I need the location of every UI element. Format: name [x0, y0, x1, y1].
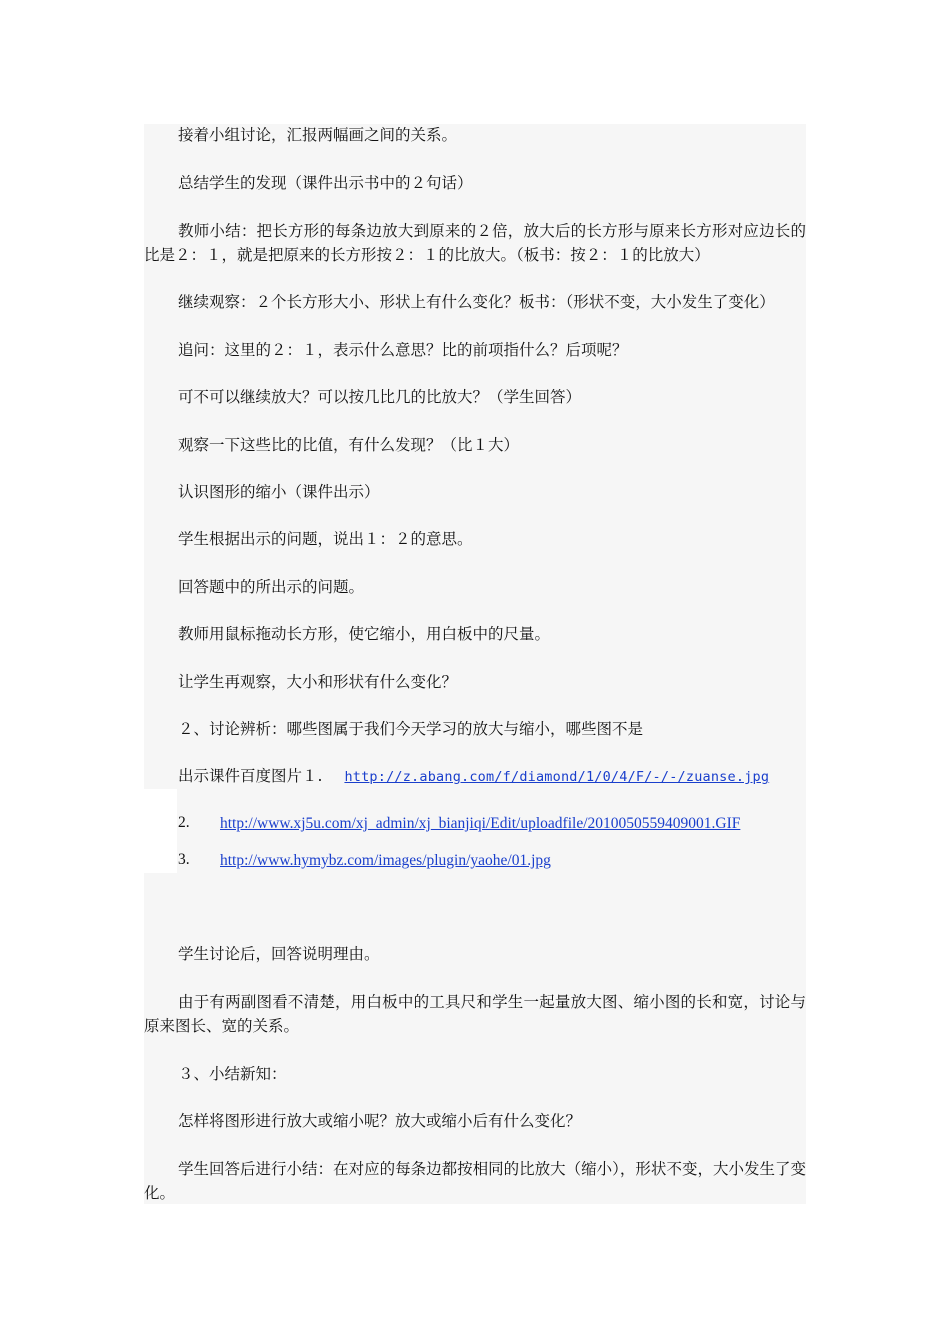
paragraph: 认识图形的缩小（课件出示）: [178, 483, 380, 501]
courseware-link-2[interactable]: http://www.xj5u.com/xj_admin/xj_bianjiqi/Edit/uploadfile/2010050559409001.GIF: [220, 815, 741, 832]
courseware-link-row-2: [220, 811, 740, 836]
paragraph: 怎样将图形进行放大或缩小呢？放大或缩小后有什么变化？: [178, 1112, 582, 1130]
paragraph: 学生回答后进行小结：在对应的每条边都按相同的比放大（缩小），形状不变，大小发生了变化。: [144, 1160, 806, 1202]
paragraph: 由于有两副图看不清楚，用白板中的工具尺和学生一起量放大图、缩小图的长和宽，讨论与原来图长、宽的关系。: [144, 993, 806, 1035]
link-number: 2.: [178, 814, 190, 831]
paragraph: 总结学生的发现（课件出示书中的２句话）: [178, 174, 473, 192]
courseware-link-1[interactable]: http://z.abang.com/f/diamond/1/0/4/F/-/-/zuanse.jpg: [344, 769, 770, 785]
paragraph: 学生讨论后，回答说明理由。: [178, 945, 380, 963]
paragraph: 接着小组讨论，汇报两幅画之间的关系。: [178, 126, 458, 144]
courseware-line: [144, 764, 806, 789]
link-number: 3.: [178, 851, 190, 868]
paragraph: 继续观察：２个长方形大小、形状上有什么变化？板书：（形状不变，大小发生了变化）: [178, 293, 775, 311]
courseware-prefix: 出示课件百度图片１.: [178, 767, 323, 785]
courseware-link-row-3: [220, 848, 551, 873]
paragraph: 教师用鼠标拖动长方形，使它缩小，用白板中的尺量。: [178, 625, 551, 643]
page-background-bottom: [144, 873, 806, 1204]
courseware-link-3[interactable]: http://www.hymybz.com/images/plugin/yaohe/01.jpg: [220, 852, 551, 869]
paragraph: ３、小结新知：: [178, 1065, 287, 1083]
paragraph: 让学生再观察，大小和形状有什么变化？: [178, 673, 458, 691]
paragraph: 追问：这里的２：１，表示什么意思？比的前项指什么？后项呢？: [178, 341, 628, 359]
paragraph: 回答题中的所出示的问题。: [178, 578, 365, 596]
paragraph: 教师小结：把长方形的每条边放大到原来的２倍，放大后的长方形与原来长方形对应边长的比是２：１，就是把原来的长方形按２：１的比放大。（板书：按２：１的比放大）: [144, 222, 806, 264]
paragraph: ２、讨论辨析：哪些图属于我们今天学习的放大与缩小，哪些图不是: [178, 720, 644, 738]
paragraph: 观察一下这些比的比值，有什么发现？（比１大）: [178, 436, 520, 454]
paragraph: 学生根据出示的问题，说出１：２的意思。: [178, 530, 473, 548]
paragraph: 可不可以继续放大？可以按几比几的比放大？（学生回答）: [178, 388, 582, 406]
